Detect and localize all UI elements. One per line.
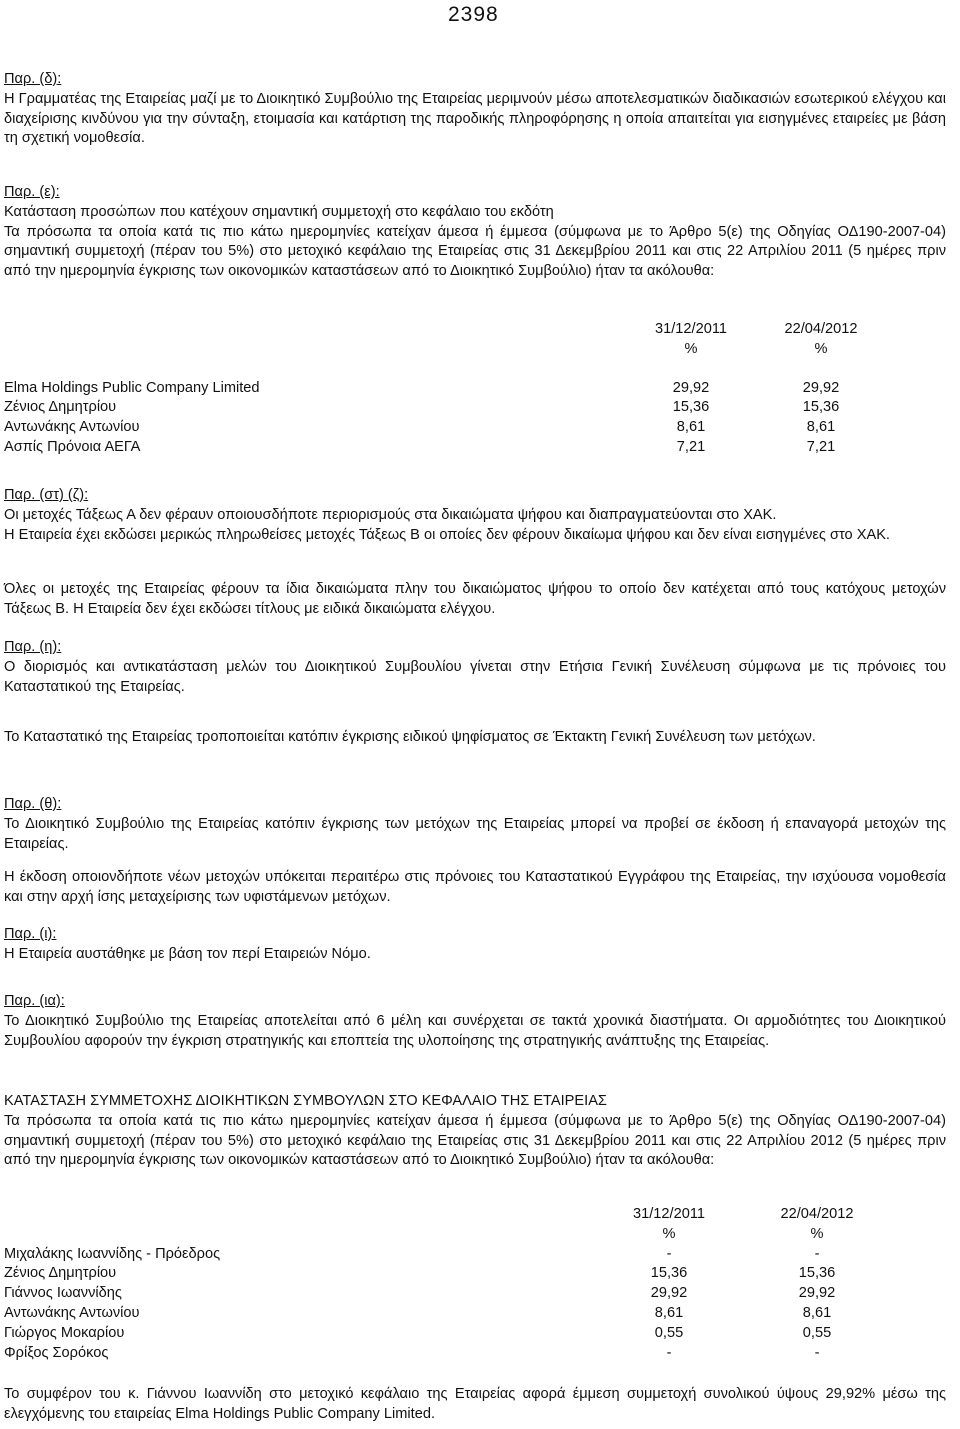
footer-note-text: Το συμφέρον του κ. Γιάννου Ιωαννίδη στο μετοχικό κεφάλαιο της Εταιρείας αφορά έμμεση συμμετοχή συνολικού ύψους 29,92% μέσω της ελεγχόμενης του εταιρείας Elma Holdings Public Company Limited. <box>4 1386 946 1422</box>
row-name: Ζένιος Δημητρίου <box>4 399 117 416</box>
section-board <box>4 1092 946 1171</box>
section-h-para-2-text: Το Καταστατικό της Εταιρείας τροποποιείται κατόπιν έγκρισης ειδικού ψηφίσματος σε Έκτακτη Γενική Συνέλευση των μετόχων. <box>4 729 816 745</box>
row-value-1: 29,92 <box>650 1285 688 1302</box>
section-e-subtitle: Κατάσταση προσώπων που κατέχουν σημαντική συμμετοχή στο κεφάλαιο του εκδότη <box>4 203 554 220</box>
row-value-2: 8,61 <box>806 419 836 436</box>
section-st-z-heading: Παρ. (στ) (ζ): <box>4 487 89 503</box>
section-board-text: Τα πρόσωπα τα οποία κατά τις πιο κάτω ημερομηνίες κατείχαν άμεσα ή έμμεσα (σύμφωνα με το Άρθρο 5(ε) της Οδηγίας ΟΔ190-2007-04) σημαντική συμμετοχή (πέραν του 5%) στο μετοχικό κεφάλαιο της Εταιρείας στις 31 Δεκεμβρίου 2011 και στις 22 Απριλίου 2012 (5 ημέρες πριν από την ημερομηνία έγκρισης των οικονομικών καταστάσεων από το Διοικητικό Συμβούλιο) ήταν τα ακόλουθα: <box>4 1112 946 1169</box>
section-th-para-2 <box>4 868 946 908</box>
section-h-text: Ο διορισμός και αντικατάσταση μελών του Διοικητικού Συμβουλίου γίνεται στην Ετήσια Γενική Συνέλευση σύμφωνα με τις πρόνοιες του Καταστατικού της Εταιρείας. <box>4 658 946 695</box>
column-unit-1: % <box>662 1225 676 1242</box>
table-unit-row <box>4 1225 946 1245</box>
row-name: Ζένιος Δημητρίου <box>4 1265 117 1282</box>
section-th-text: Το Διοικητικό Συμβούλιο της Εταιρείας κατόπιν έγκρισης των μετόχων της Εταιρείας μπορεί να προβεί σε έκδοση ή επαναγορά μετοχών της Εταιρείας. <box>4 815 946 852</box>
column-header-date-1: 31/12/2011 <box>655 321 727 337</box>
section-st-z-para-2-text: Όλες οι μετοχές της Εταιρείας φέρουν τα ίδια δικαιώματα πλην του δικαιώματος ψήφου το οποίο δεν κατέχεται από τους κατόχους μετοχών Τάξεως Β. Η Εταιρεία δεν έχει εκδώσει τίτλους με ειδικά δικαιώματα ελέγχου. <box>4 581 946 617</box>
section-i <box>4 925 946 965</box>
column-unit-2: % <box>810 1225 824 1242</box>
section-ia-text: Το Διοικητικό Συμβούλιο της Εταιρείας αποτελείται από 6 μέλη και συνέρχεται σε τακτά χρονικά διαστήματα. Οι αρμοδιότητες του Διοικητικού Συμβουλίου αφορούν την έγκριση στρατηγικής και εποπτεία της υλοποίησης της στρατηγικής ανάπτυξης της Εταιρείας. <box>4 1012 946 1049</box>
section-h-heading: Παρ. (η): <box>4 639 62 655</box>
table-header-row <box>4 1205 946 1225</box>
row-value-1: 15,36 <box>650 1265 688 1282</box>
section-e-heading: Παρ. (ε): <box>4 184 60 200</box>
row-name: Elma Holdings Public Company Limited <box>4 379 260 396</box>
section-e <box>4 183 946 282</box>
row-name: Γιώργος Μοκαρίου <box>4 1324 125 1341</box>
section-ia <box>4 992 946 1051</box>
row-value-2: 7,21 <box>806 438 836 455</box>
table-row <box>4 1324 946 1344</box>
section-st-z <box>4 486 946 545</box>
row-name: Γιάννος Ιωαννίδης <box>4 1285 122 1302</box>
section-d-text: Η Γραμματέας της Εταιρείας μαζί με το Διοικητικό Συμβούλιο της Εταιρείας μεριμνούν μέσω αποτελεσματικών διαδικασιών εσωτερικού ελέγχου και διαχείρισης κινδύνου για την σύνταξη, ετοιμασία και κατάρτιση της παροδικής πληροφόρησης η οποία απαιτείται για εισηγμένες εταιρείες με βάση τη σχετική νομοθεσία. <box>4 90 946 147</box>
table-row <box>4 1284 946 1304</box>
column-unit-2: % <box>814 340 828 357</box>
row-name: Ασπίς Πρόνοια ΑΕΓΑ <box>4 438 141 455</box>
row-value-1: 29,92 <box>672 379 710 396</box>
row-value-2: - <box>814 1245 820 1262</box>
row-value-1: 8,61 <box>676 419 706 436</box>
row-value-2: 8,61 <box>802 1304 832 1321</box>
row-value-2: 15,36 <box>802 399 840 416</box>
table-row <box>4 398 946 418</box>
table-unit-row <box>4 340 946 360</box>
row-value-2: 29,92 <box>798 1285 836 1302</box>
row-name: Αντωνάκης Αντωνίου <box>4 419 140 436</box>
section-th-heading: Παρ. (θ): <box>4 796 62 812</box>
table-row <box>4 438 946 458</box>
row-value-2: 0,55 <box>802 1324 832 1341</box>
section-th <box>4 795 946 854</box>
section-d-heading: Παρ. (δ): <box>4 71 62 87</box>
row-value-1: 7,21 <box>676 438 706 455</box>
section-h-para-2 <box>4 728 946 748</box>
section-h <box>4 638 946 697</box>
table-row <box>4 379 946 399</box>
column-header-date-1: 31/12/2011 <box>633 1206 705 1222</box>
row-value-1: - <box>666 1245 672 1262</box>
row-value-1: 8,61 <box>654 1304 684 1321</box>
section-st-z-line-1: Οι μετοχές Τάξεως Α δεν φέραυν οποιουσδήποτε περιορισμούς στα δικαιώματα ψήφου και διαπραγματεύονται στο ΧΑΚ. <box>4 506 777 523</box>
row-value-2: 29,92 <box>802 379 840 396</box>
column-unit-1: % <box>684 340 698 357</box>
section-d <box>4 70 946 149</box>
section-i-text: Η Εταιρεία αυστάθηκε με βάση τον περί Εταιρειών Νόμο. <box>4 945 371 962</box>
section-board-title: ΚΑΤΑΣΤΑΣΗ ΣΥΜΜΕΤΟΧΗΣ ΔΙΟΙΚΗΤΙΚΩΝ ΣΥΜΒΟΥΛΩΝ ΣΤΟ ΚΕΦΑΛΑΙΟ ΤΗΣ ΕΤΑΙΡΕΙΑΣ <box>4 1093 607 1109</box>
section-i-heading: Παρ. (ι): <box>4 926 57 942</box>
row-value-1: 0,55 <box>654 1324 684 1341</box>
table-row <box>4 1344 946 1364</box>
footer-note <box>4 1385 946 1425</box>
row-value-2: - <box>814 1344 820 1361</box>
section-st-z-para-2 <box>4 580 946 620</box>
section-e-text: Τα πρόσωπα τα οποία κατά τις πιο κάτω ημερομηνίες κατείχαν άμεσα ή έμμεσα (σύμφωνα με το Άρθρο 5(ε) της Οδηγίας ΟΔ190-2007-04) σημαντική συμμετοχή (πέραν του 5%) στο μετοχικό κεφάλαιο της Εταιρείας στις 31 Δεκεμβρίου 2011 και στις 22 Απριλίου 2011 (5 ημέρες πριν από την ημερομηνία έγκρισης των οικονομικών καταστάσεων από το Διοικητικό Συμβούλιο) ήταν τα ακόλουθα: <box>4 223 946 280</box>
section-th-para-2-text: Η έκδοση οποιονδήποτε νέων μετοχών υπόκειται περαιτέρω στις πρόνοιες του Καταστατικού Εγγράφου της Εταιρείας, την ισχύουσα νομοθεσία και στην αρχή ίσης μεταχείρισης των υφιστάμενων μετόχων. <box>4 869 946 905</box>
row-value-1: 15,36 <box>672 399 710 416</box>
shareholders-table <box>4 320 946 458</box>
board-shareholding-table <box>4 1205 946 1363</box>
table-row <box>4 1264 946 1284</box>
column-header-date-2: 22/04/2012 <box>780 1206 854 1222</box>
section-st-z-line-2: Η Εταιρεία έχει εκδώσει μερικώς πληρωθείσες μετοχές Τάξεως Β οι οποίες δεν φέρουν δικαίωμα ψήφου και δεν είναι εισηγμένες στο ΧΑΚ. <box>4 526 890 543</box>
section-ia-heading: Παρ. (ια): <box>4 993 65 1009</box>
table-row <box>4 1245 946 1265</box>
row-name: Φρίξος Σορόκος <box>4 1344 109 1361</box>
row-value-1: - <box>666 1344 672 1361</box>
table-row <box>4 1304 946 1324</box>
table-row <box>4 418 946 438</box>
table-header-row <box>4 320 946 340</box>
column-header-date-2: 22/04/2012 <box>784 321 858 337</box>
row-name: Αντωνάκης Αντωνίου <box>4 1304 140 1321</box>
row-value-2: 15,36 <box>798 1265 836 1282</box>
page-number: 2398 <box>448 3 499 26</box>
row-name: Μιχαλάκης Ιωαννίδης - Πρόεδρος <box>4 1245 221 1262</box>
